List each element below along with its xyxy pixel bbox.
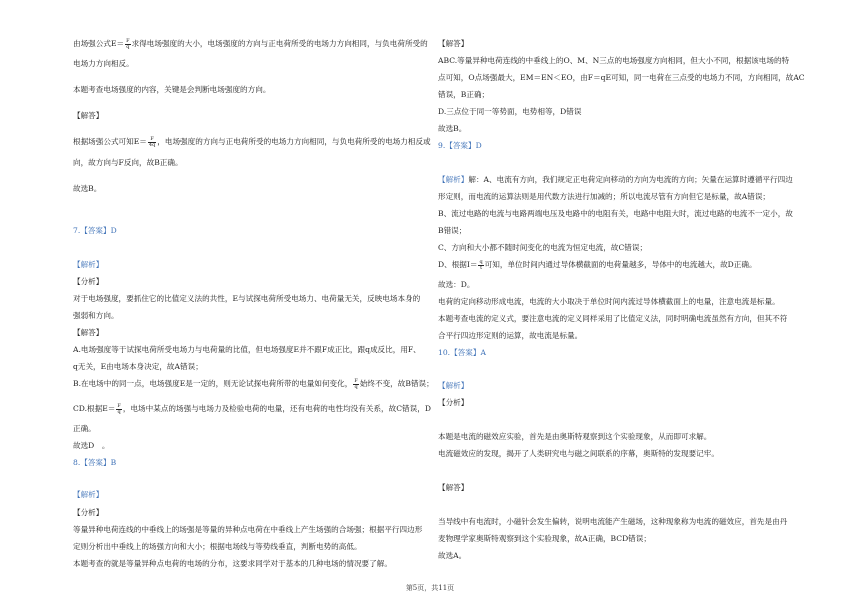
paragraph-line: 本题考查电流的定义式，要注意电流的定义同样采用了比值定义法，同时明确电流虽然有方向，但其不符: [438, 314, 788, 323]
paragraph-line: 本题考查的就是等量异种点电荷的电场的分布，这要求同学对于基本的几种电场的情况要了解。: [73, 559, 392, 568]
paragraph-line: D、根据I＝ $\frac{q}{t}$ 可知，单位时间内通过导体横截面的电荷量越多，导体中的电流越大，故D正确。: [438, 258, 757, 271]
paragraph-line: B错误；: [438, 226, 467, 235]
fraction: $\frac{F}{q}$: [354, 377, 358, 390]
paragraph-line: 故选B。: [73, 184, 102, 193]
section-heading: 【解答】: [438, 483, 469, 492]
paragraph-line: ABC.等量异种电荷连线的中垂线上的O、M、N三点的电场强度方向相同，但大小不同，根据该电场的特: [438, 56, 790, 65]
paragraph-line: 错误，B正确；: [438, 90, 490, 99]
answer-heading: 7.【答案】D: [73, 226, 117, 235]
paragraph-line: 本题是电流的磁效应实验，首先是由奥斯特观察到这个实验现象，从而即可求解。: [438, 432, 712, 441]
paragraph-line: 等量异种电荷连线的中垂线上的场强是等量的异种点电荷在中垂线上产生场强的合场强；根据平行四边形: [73, 525, 423, 534]
section-heading: 【分析】: [73, 508, 104, 517]
fraction: $\frac{q}{t}$: [479, 258, 483, 271]
paragraph-line: 本题考查电场强度的内容，关键是会判断电场强度的方向。: [73, 85, 271, 94]
paragraph-line: B、流过电路的电流与电路两端电压及电路中的电阻有关，电路中电阻大时，流过电路的电流不一定小，故: [438, 209, 793, 218]
section-heading: 【解答】: [438, 39, 469, 48]
paragraph-line: 向，故方向与F反向，故B正确。: [73, 158, 183, 167]
fraction: $\frac{F}{q}$: [126, 37, 130, 50]
paragraph-line: 对于电场强度，要抓住它的比值定义法的共性，E与试探电荷所受电场力、电荷量无关，反映电场本身的: [73, 294, 421, 303]
paragraph-line: B.在电场中的同一点，电场强度E是一定的，则无论试探电荷所带的电量如何变化， $\frac{F}{q}$ 始终不变，故B错误；: [73, 377, 434, 390]
paragraph-line: 故选：D。: [438, 280, 475, 289]
section-heading: 【解答】: [73, 328, 104, 337]
paragraph-line: 电荷的定向移动形成电流，电流的大小取决于单位时间内流过导体横截面上的电量，注意电流是标量。: [438, 297, 780, 306]
paragraph-line: 故选B。: [438, 124, 467, 133]
analysis-heading: 【解析】: [438, 381, 469, 390]
analysis-heading: 【解析】: [73, 260, 104, 269]
paragraph-line: C、方向和大小都不随时间变化的电流为恒定电流，故C错误；: [438, 243, 648, 252]
paragraph-line: A.电场强度等于试探电荷所受电场力与电荷量的比值，但电场强度E并不跟F成正比，跟q成反比，用F、: [73, 345, 421, 354]
fraction: $\frac{F}{q}$: [117, 402, 121, 415]
section-heading: 【解答】: [73, 111, 104, 120]
paragraph-line: 故选D 。: [73, 441, 110, 450]
answer-heading: 8.【答案】B: [73, 458, 117, 467]
answer-heading: 9.【答案】D: [438, 141, 482, 150]
paragraph-line: q无关，E由电场本身决定，故A错误；: [73, 362, 203, 371]
fraction: $\frac{F}{4q}$: [148, 135, 156, 148]
page-number-footer: 第5页，共11页: [405, 584, 455, 592]
paragraph-line: 电场力方向相反。: [73, 59, 134, 68]
paragraph-line: 电流磁效应的发现，揭开了人类研究电与磁之间联系的序幕，奥斯特的发现要记牢。: [438, 449, 719, 458]
paragraph-line: 正确。: [73, 424, 96, 433]
paragraph-line: 合平行四边形定则的运算，故电流是标量。: [438, 331, 583, 340]
answer-heading: 10.【答案】A: [438, 348, 486, 357]
paragraph-line: 点可知，O点场强最大，EM＝EN＜EO，由F＝qE可知，同一电荷在三点受的电场力不同，方向相同，故AC: [438, 73, 805, 82]
paragraph-line: CD.根据E＝ $\frac{F}{q}$ ，电场中某点的场强与电场力及检验电荷的电量，还有电荷的电性均没有关系，故C错误，D: [73, 402, 431, 415]
paragraph-line: 根据场强公式可知E＝ $\frac{F}{4q}$ ，电场强度的方向与正电荷所受的电场力方向相同，与负电荷所受的电场力相反或: [73, 135, 431, 148]
paragraph-line: 强弱和方向。: [73, 311, 119, 320]
section-heading: 【分析】: [438, 398, 469, 407]
analysis-heading: 【解析】: [73, 490, 104, 499]
paragraph-line: 当导线中有电流时，小磁针会发生偏转，说明电流能产生磁场，这种现象称为电流的磁效应，首先是由丹: [438, 517, 788, 526]
paragraph-line: 形定则，而电流的运算法则是用代数方法进行加减的；所以电流尽管有方向但它是标量，故A错误；: [438, 192, 771, 201]
section-heading: 【分析】: [73, 277, 104, 286]
paragraph-line: 麦物理学家奥斯特观察到这个实验现象，故A正确，BCD错误；: [438, 534, 651, 543]
paragraph-line: 故选A。: [438, 551, 467, 560]
paragraph-line: 【解析】解：A、电流有方向，我们规定正电荷定向移动的方向为电流的方向；矢量在运算时遵循平行四边: [438, 175, 793, 184]
paragraph-line: D.三点位于同一等势面，电势相等，D错误: [438, 107, 582, 116]
paragraph-line: 定则分析出中垂线上的场强方向和大小；根据电场线与等势线垂直，判断电势的高低。: [73, 542, 362, 551]
paragraph-line: 由场强公式E＝ $\frac{F}{q}$ 求得电场强度的大小，电场强度的方向与正电荷所受的电场力方向相同，与负电荷所受的: [73, 37, 428, 50]
